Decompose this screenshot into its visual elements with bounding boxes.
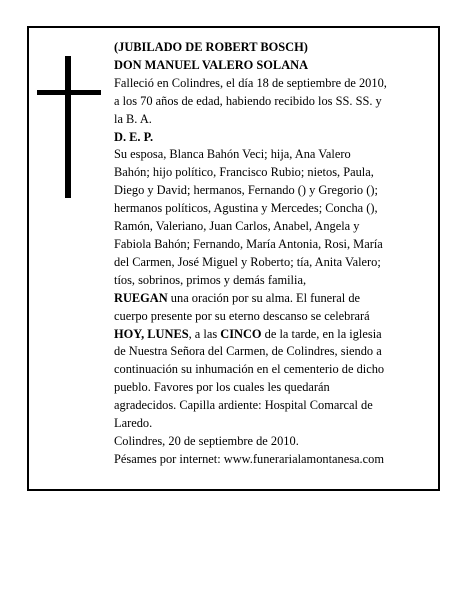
funeral-line-2: cuerpo presente por su eterno descanso se celebrará — [114, 308, 370, 323]
cross-horizontal-bar — [37, 90, 101, 95]
family-line: tíos, sobrinos, primos y demás familia, — [114, 272, 307, 287]
funeral-mid-1: , a las — [188, 326, 221, 341]
condolences-line: Pésames por internet: www.funerarialamontanesa.com — [114, 451, 384, 466]
family-line: hermanos políticos, Agustina y Mercedes; Concha (), — [114, 201, 378, 216]
death-line-3: la B. A. — [114, 111, 152, 126]
rest-in-peace: D. E. P. — [114, 129, 154, 144]
funeral-time-line — [114, 326, 422, 344]
ruegan-word: RUEGAN — [114, 290, 168, 305]
ruegan-rest: una oración por su alma. El funeral de — [167, 290, 361, 305]
family-line: del Carmen, José Miguel y Roberto; tía, Anita Valero; — [114, 254, 381, 269]
cinco: CINCO — [220, 326, 262, 341]
family-line: Ramón, Valeriano, Juan Carlos, Anabel, Angela y — [114, 219, 360, 234]
death-line-1: Falleció en Colindres, el día 18 de septiembre de 2010, — [114, 75, 387, 90]
funeral-line: de Nuestra Señora del Carmen, de Colindres, siendo a — [114, 344, 382, 359]
date-line: Colindres, 20 de septiembre de 2010. — [114, 433, 299, 448]
cross-vertical-bar — [65, 56, 71, 198]
heading-line-1: (JUBILADO DE ROBERT BOSCH) — [114, 40, 308, 54]
ruegan-line — [114, 290, 422, 308]
deceased-name: DON MANUEL VALERO SOLANA — [114, 57, 309, 72]
funeral-line: Laredo. — [114, 416, 153, 431]
family-line: Fabiola Bahón; Fernando, María Antonia, Rosi, María — [114, 236, 383, 251]
hoy-lunes: HOY, LUNES — [114, 326, 189, 341]
family-line: Bahón; hijo político, Francisco Rubio; nietos, Paula, — [114, 165, 374, 180]
funeral-line: agradecidos. Capilla ardiente: Hospital Comarcal de — [114, 398, 373, 413]
funeral-line: continuación su inhumación en el cementerio de dicho — [114, 362, 385, 377]
obituary-text — [114, 39, 422, 469]
family-line: Diego y David; hermanos, Fernando () y Gregorio (); — [114, 183, 378, 198]
funeral-line: pueblo. Favores por los cuales les quedarán — [114, 380, 330, 395]
funeral-mid-2: de la tarde, en la iglesia — [261, 326, 382, 341]
cross-icon — [37, 56, 101, 198]
death-line-2: a los 70 años de edad, habiendo recibido los SS. SS. y — [114, 93, 382, 108]
family-line: Su esposa, Blanca Bahón Veci; hija, Ana Valero — [114, 147, 351, 162]
